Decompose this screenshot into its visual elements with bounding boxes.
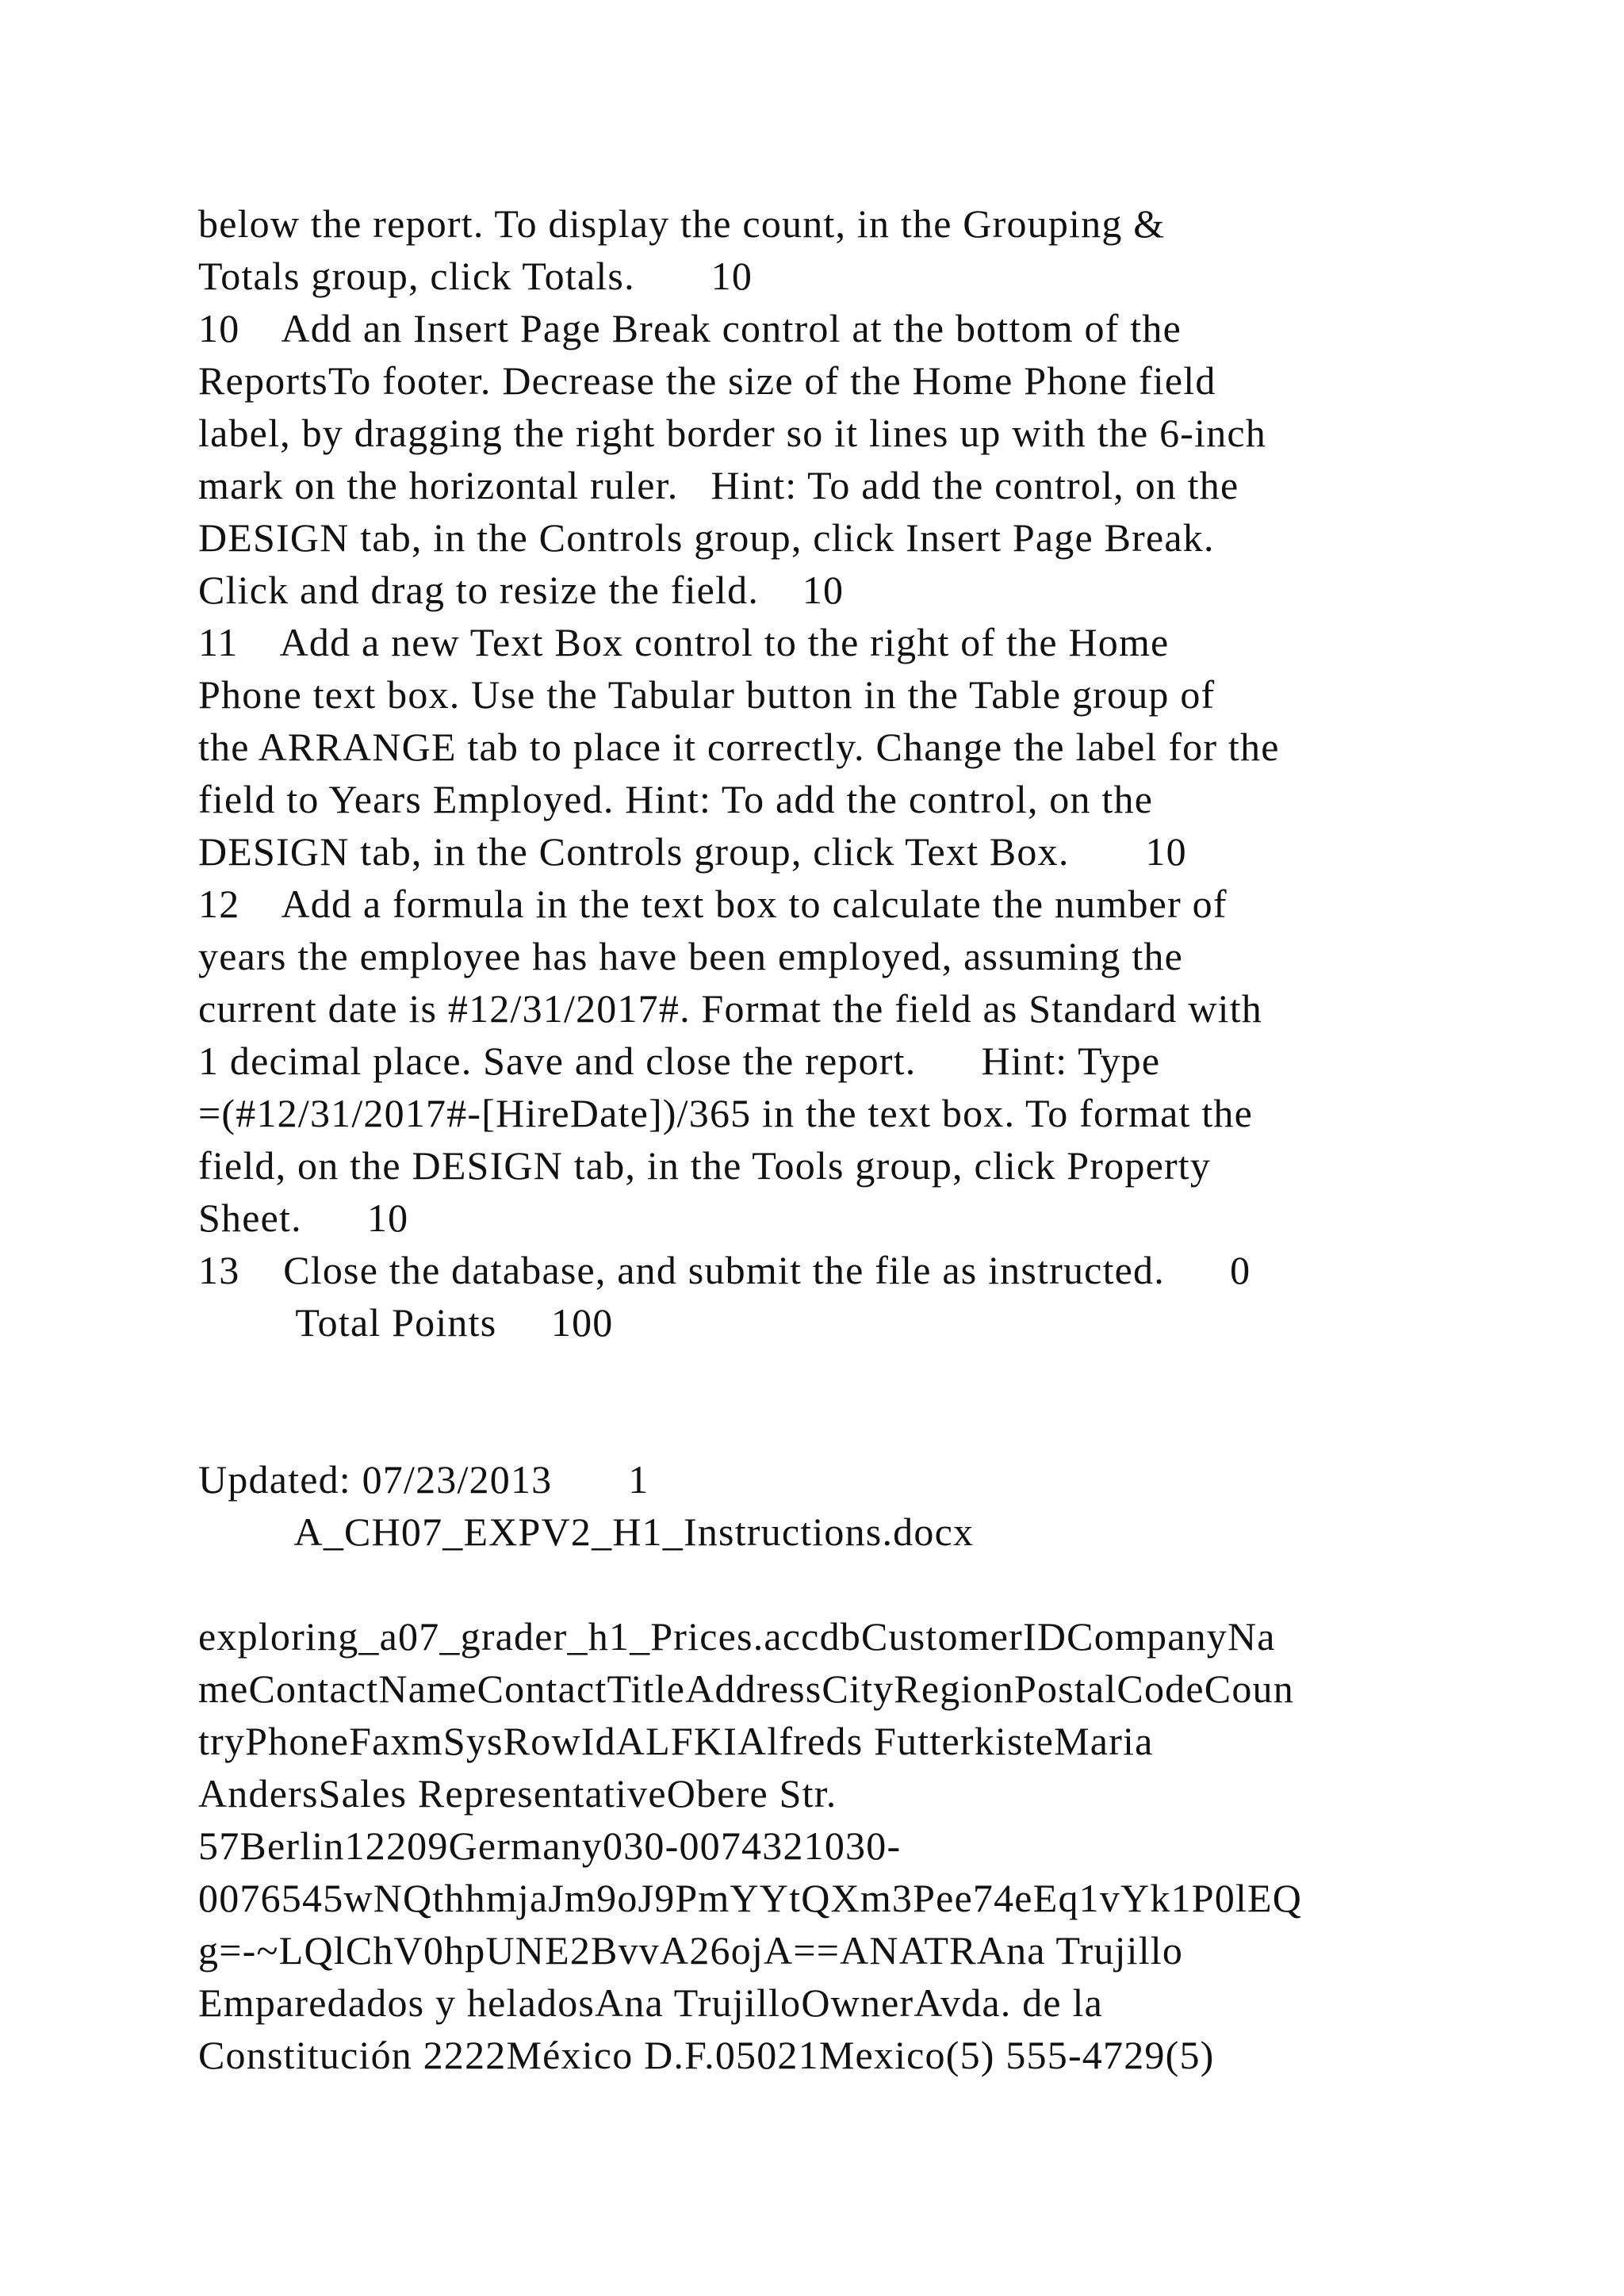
text-line: 11 Add a new Text Box control to the right of the Home bbox=[198, 620, 1170, 664]
footer-updated: Updated: 07/23/2013 1 bbox=[198, 1457, 649, 1502]
text-line: years the employee has have been employed, assuming the bbox=[198, 934, 1184, 978]
footer-filename: A_CH07_EXPV2_H1_Instructions.docx bbox=[198, 1510, 975, 1554]
text-line: 1 decimal place. Save and close the report. Hint: Type bbox=[198, 1039, 1161, 1083]
text-line: tryPhoneFaxmSysRowIdALFKIAlfreds FutterkisteMaria bbox=[198, 1719, 1154, 1763]
text-line: Phone text box. Use the Tabular button in the Table group of bbox=[198, 672, 1216, 717]
text-line: AndersSales RepresentativeObere Str. bbox=[198, 1771, 837, 1816]
text-line: current date is #12/31/2017#. Format the field as Standard with bbox=[198, 986, 1263, 1031]
text-line: meContactNameContactTitleAddressCityRegionPostalCodeCoun bbox=[198, 1667, 1294, 1711]
text-line: 13 Close the database, and submit the file as instructed. 0 bbox=[198, 1248, 1251, 1292]
text-line: the ARRANGE tab to place it correctly. Change the label for the bbox=[198, 725, 1280, 769]
text-line: DESIGN tab, in the Controls group, click Text Box. 10 bbox=[198, 829, 1187, 874]
text-line: 57Berlin12209Germany030-0074321030- bbox=[198, 1823, 902, 1868]
text-line: Total Points 100 bbox=[198, 1300, 614, 1345]
text-line: label, by dragging the right border so it lines up with the 6-inch bbox=[198, 411, 1266, 455]
text-line: field to Years Employed. Hint: To add the control, on the bbox=[198, 777, 1154, 821]
text-line: below the report. To display the count, in the Grouping & bbox=[198, 201, 1166, 246]
text-line: 0076545wNQthhmjaJm9oJ9PmYYtQXm3Pee74eEq1vYk1P0lEQ bbox=[198, 1876, 1303, 1920]
text-line: ReportsTo footer. Decrease the size of the Home Phone field bbox=[198, 358, 1216, 403]
text-line: Click and drag to resize the field. 10 bbox=[198, 568, 845, 612]
text-line: exploring_a07_grader_h1_Prices.accdbCustomerIDCompanyNa bbox=[198, 1614, 1276, 1659]
text-line: mark on the horizontal ruler. Hint: To add the control, on the bbox=[198, 463, 1239, 507]
text-line: 12 Add a formula in the text box to calculate the number of bbox=[198, 882, 1228, 926]
text-line: Constitución 2222México D.F.05021Mexico(5) 555-4729(5) bbox=[198, 2033, 1215, 2077]
text-line: DESIGN tab, in the Controls group, click Insert Page Break. bbox=[198, 515, 1215, 560]
text-line: g=-~LQlChV0hpUNE2BvvA26ojA==ANATRAna Trujillo bbox=[198, 1928, 1184, 1973]
text-line: Emparedados y heladosAna TrujilloOwnerAvda. de la bbox=[198, 1980, 1103, 2025]
text-line: 10 Add an Insert Page Break control at the bottom of the bbox=[198, 306, 1182, 350]
text-line: =(#12/31/2017#-[HireDate])/365 in the text box. To format the bbox=[198, 1091, 1254, 1135]
text-line: Totals group, click Totals. 10 bbox=[198, 254, 753, 298]
text-line: field, on the DESIGN tab, in the Tools group, click Property bbox=[198, 1143, 1212, 1188]
text-line: Sheet. 10 bbox=[198, 1196, 409, 1240]
